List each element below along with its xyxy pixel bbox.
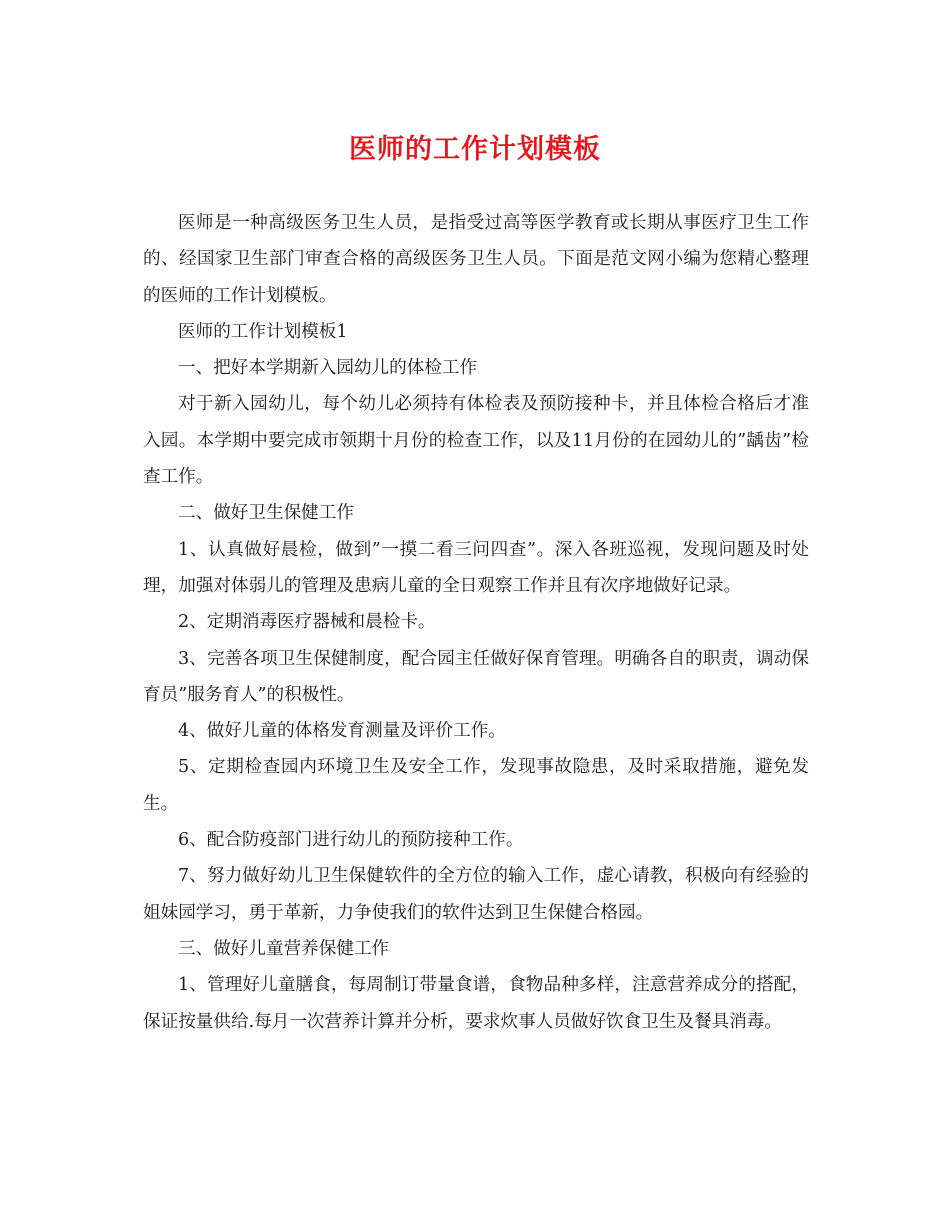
intro-paragraph: 医师是一种高级医务卫生人员，是指受过高等医学教育或长期从事医疗卫生工作的、经国家卫生部门审查合格的高级医务卫生人员。下面是范文网小编为您精心整理的医师的工作计划模板。 [143,213,809,306]
section-heading-template-1: 医师的工作计划模板1 [178,321,348,342]
list-item: 3、完善各项卫生保健制度，配合园主任做好保育管理。明确各自的职责，调动保育员”服务育人”的积极性。 [143,648,809,705]
list-item: 1、管理好儿童膳食，每周制订带量食谱，食物品种多样，注意营养成分的搭配，保证按量供给.每月一次营养计算并分析，要求炊事人员做好饮食卫生及餐具消毒。 [143,975,809,1032]
section-heading-3: 三、做好儿童营养保健工作 [178,938,390,959]
list-item: 4、做好儿童的体格发育测量及评价工作。 [178,721,506,742]
list-item: 1、认真做好晨检，做到”一摸二看三问四查”。深入各班巡视，发现问题及时处理，加强对体弱儿的管理及患病儿童的全日观察工作并且有次序地做好记录。 [143,539,809,596]
section-heading-1: 一、把好本学期新入园幼儿的体检工作 [178,358,478,379]
section-heading-2: 二、做好卫生保健工作 [178,503,354,524]
list-item: 7、努力做好幼儿卫生保健软件的全方位的输入工作，虚心请教，积极向有经验的姐妹园学习，勇于革新，力争使我们的软件达到卫生保健合格园。 [143,866,809,923]
list-item: 2、定期消毒医疗器械和晨检卡。 [178,612,436,633]
body-paragraph: 对于新入园幼儿，每个幼儿必须持有体检表及预防接种卡，并且体检合格后才准入园。本学期中要完成市领期十月份的检查工作，以及11月份的在园幼儿的”龋齿”检查工作。 [143,394,809,488]
document-title: 医师的工作计划模板 [349,134,601,165]
list-item: 6、配合防疫部门进行幼儿的预防接种工作。 [178,830,524,851]
document-body [143,205,809,1040]
list-item: 5、定期检查园内环境卫生及安全工作，发现事故隐患，及时采取措施，避免发生。 [143,757,809,814]
